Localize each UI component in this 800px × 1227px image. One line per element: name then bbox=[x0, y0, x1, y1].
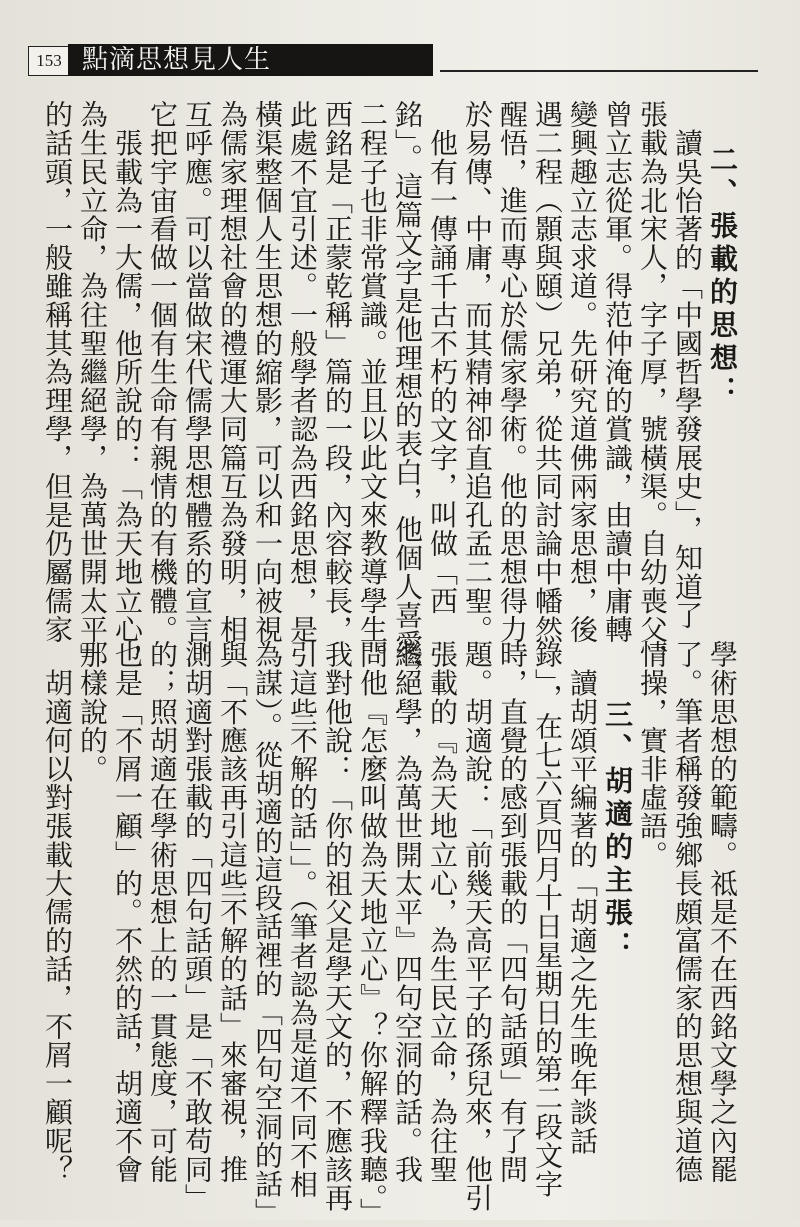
section2-line: 變興趣立志求道。先研究道佛兩家思想，後 bbox=[566, 100, 599, 644]
section2-line: 張載為一大儒，他所說的：「為天地立心， bbox=[111, 100, 144, 672]
section3-line: 張載的『為天地立心，為生民立命，為往聖 bbox=[426, 640, 459, 1184]
section3-line: 的；照胡適在學術思想上的一貫態度，可能 bbox=[146, 640, 179, 1184]
section2-line: 西銘是「正蒙乾稱」篇的一段，內容較長， bbox=[321, 100, 354, 644]
section2-line: 銘」。這篇文字是他理想的表白，他個人喜愛， bbox=[391, 100, 424, 687]
section3-line: 引這些不解的話」」。（筆者認為是道不同不相 bbox=[286, 640, 319, 1199]
section3-line: 問他『怎麼叫做為天地立心』？你解釋我聽。」 bbox=[356, 640, 389, 1227]
running-title: 點滴思想見人生 bbox=[68, 44, 433, 76]
section2-line: 曾立志從軍。得范仲淹的賞識，由讀中庸轉 bbox=[601, 100, 634, 644]
section2-line: 二程子也非常賞識。並且以此文來教導學生。 bbox=[356, 100, 389, 672]
header-rule bbox=[440, 70, 758, 72]
section3-line: 題。胡適說：「前幾天高平子的孫兒來，他引 bbox=[461, 640, 494, 1212]
section2-line: 橫渠整個人生思想的縮影，可以和一向被視 bbox=[251, 100, 284, 644]
section2-line: 醒悟，進而專心於儒家學術。他的思想得力 bbox=[496, 100, 529, 644]
section3-lead-line: 學術思想的範疇。祗是不在西銘文學之內罷 bbox=[706, 640, 739, 1184]
section2-line: 張載為北宋人，字子厚，號橫渠。自幼喪父， bbox=[636, 100, 669, 672]
section3-line: 我對他說：「你的祖父是學天文的，不應該再 bbox=[321, 640, 354, 1212]
section2-line: 互呼應。可以當做宋代儒學思想體系的宣言。 bbox=[181, 100, 214, 672]
section2-line: 為儒家理想社會的禮運大同篇互為發明，相 bbox=[216, 100, 249, 644]
section2-line: 讀吳怡著的「中國哲學發展史」，知道了 bbox=[671, 100, 704, 630]
section2-line: 遇二程（顥與頤）兄弟，從共同討論中幡然 bbox=[531, 100, 564, 644]
section3-line: 與「不應該再引這些不解的話」來審視，推 bbox=[216, 640, 249, 1184]
section3-line: 為謀）。從胡適的這段話裡的「四句空洞的話」 bbox=[251, 640, 284, 1227]
section3-line: 測胡適對張載的「四句話頭」是「不敢苟同」 bbox=[181, 640, 214, 1212]
section3-line: 讀胡頌平編著的「胡適之先生晚年談話 bbox=[566, 640, 599, 1155]
section3-line: 繼絕學，為萬世開太平』四句空洞的話。我 bbox=[391, 640, 424, 1184]
page-number: 153 bbox=[28, 46, 70, 76]
section2-line: 它把宇宙看做一個有生命有親情的有機體。 bbox=[146, 100, 179, 644]
section2-line: 的話頭，一般雖稱其為理學，但是仍屬儒家 bbox=[41, 100, 74, 644]
section2-line: 於易傳、中庸，而其精神卻直追孔孟二聖。 bbox=[461, 100, 494, 644]
section3-line: 也是「不屑一顧」的。不然的話，胡適不會 bbox=[111, 640, 144, 1184]
section3-lead-line: 了。筆者稱發強鄉長頗富儒家的思想與道德 bbox=[671, 640, 704, 1184]
section3-line: 錄」，在七六頁四月十日星期日的第二段文字 bbox=[531, 640, 564, 1198]
section3-line: 胡適何以對張載大儒的話，不屑一顧呢？ bbox=[41, 640, 74, 1184]
section3-lead-line: 情操，實非虛語。 bbox=[636, 640, 669, 869]
section2-line: 他有一傳誦千古不朽的文字，叫做「西 bbox=[426, 100, 459, 615]
section2-line: 為生民立命，為往聖繼絕學，為萬世開太平」 bbox=[76, 100, 109, 672]
section3-line: 時，直覺的感到張載的「四句話頭」有了問 bbox=[496, 640, 529, 1184]
section2-heading: 二、張載的思想： bbox=[706, 145, 739, 409]
section2-line: 此處不宜引述。一般學者認為西銘思想，是 bbox=[286, 100, 319, 644]
section3-line: 那樣說的。 bbox=[76, 640, 109, 783]
section3-heading: 三、胡適的主張： bbox=[601, 700, 634, 964]
